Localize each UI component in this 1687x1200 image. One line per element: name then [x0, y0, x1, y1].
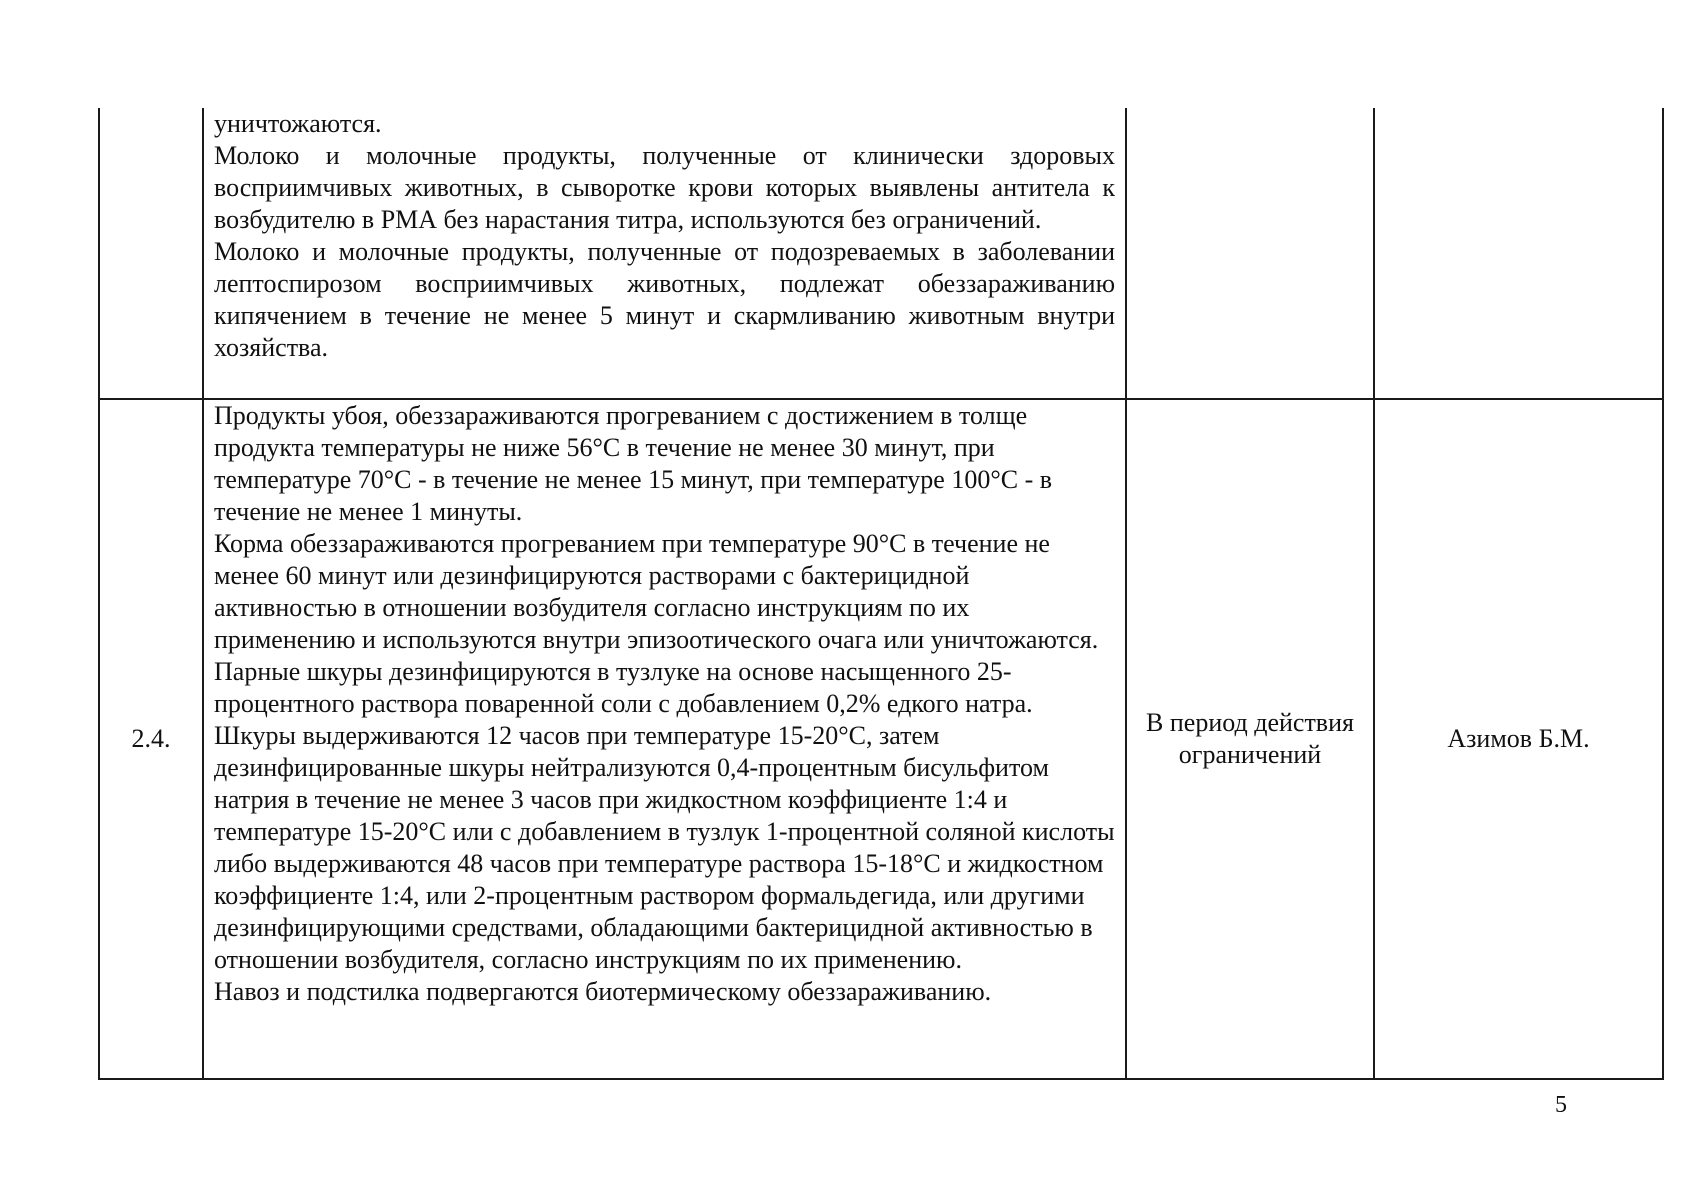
measure-paragraph: Корма обеззараживаются прогреванием при температуре 90°С в течение не менее 60 минут или дезинфицируются растворами с бактерицидной активностью в отношении возбудителя согласно инструкциям по их применению и используются внутри эпизоотического очага или уничтожаются. [214, 529, 1099, 654]
measure-text-cell [203, 108, 1126, 399]
measures-table [98, 108, 1664, 1080]
measure-paragraph: уничтожаются. [214, 109, 382, 138]
page-number: 5 [1555, 1092, 1567, 1118]
responsible-cell [1374, 108, 1663, 399]
period-cell [1126, 108, 1374, 399]
measure-paragraph: Парные шкуры дезинфицируются в тузлуке на основе насыщенного 25-процентного раствора поваренной соли с добавлением 0,2% едкого натра. Шкуры выдерживаются 12 часов при температуре 15-20°С, затем дезинфицированные шкуры нейтрализуются 0,4-процентным бисульфитом натрия в течение не менее 3 часов при жидкостном коэффициенте 1:4 и температуре 15-20°С или с добавлением в тузлук 1-процентной соляной кислоты либо выдерживаются 48 часов при температуре раствора 15-18°С и жидкостном коэффициенте 1:4, или 2-процентным раствором формальдегида, или другими дезинфицирующими средствами, обладающими бактерицидной активностью в отношении возбудителя, согласно инструкциям по их применению. [214, 657, 1115, 974]
item-number-cell [99, 108, 203, 399]
responsible-cell [1374, 399, 1663, 1079]
table-row-continuation [99, 108, 1663, 399]
item-number-cell [99, 399, 203, 1079]
measure-text-cell [203, 399, 1126, 1079]
period-text: В период действия ограничений [1146, 708, 1354, 769]
measure-paragraph: Молоко и молочные продукты, полученные от подозреваемых в заболевании лептоспирозом восприимчивых животных, подлежат обеззараживанию кипячением в течение не менее 5 минут и скармливанию животным внутри хозяйства. [214, 237, 1115, 362]
responsible-name: Азимов Б.М. [1447, 724, 1590, 753]
period-cell [1126, 399, 1374, 1079]
table-row-2-4 [99, 399, 1663, 1079]
measure-paragraph: Навоз и подстилка подвергаются биотермическому обеззараживанию. [214, 977, 992, 1006]
item-number: 2.4. [131, 724, 171, 753]
measure-paragraph: Молоко и молочные продукты, полученные от клинически здоровых восприимчивых животных, в сыворотке крови которых выявлены антитела к возбудителю в РМА без нарастания титра, используются без ограничений. [214, 141, 1115, 234]
measure-paragraph: Продукты убоя, обеззараживаются прогреванием с достижением в толще продукта температуры не ниже 56°С в течение не менее 30 минут, при температуре 70°С - в течение не менее 15 минут, при температуре 100°С - в течение не менее 1 минуты. [214, 401, 1053, 526]
